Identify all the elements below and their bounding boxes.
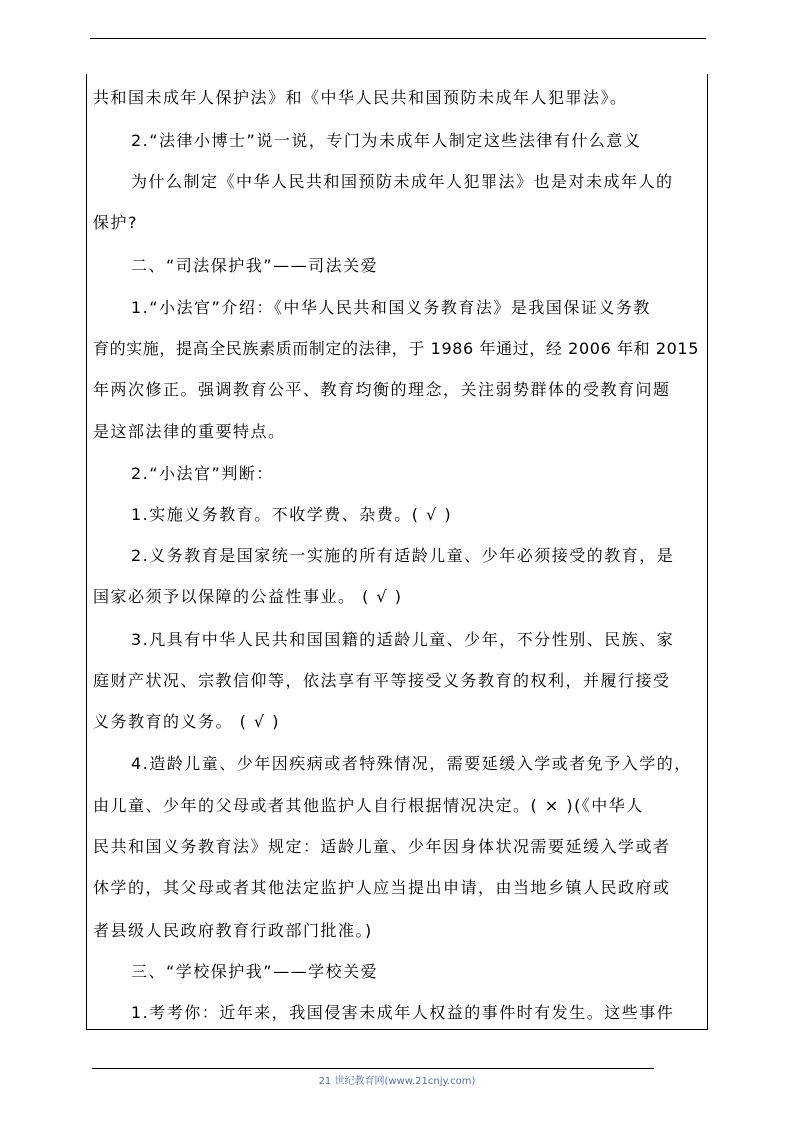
footer-source-text: 21 世纪教育网(www.21cnjy.com) (318, 1076, 476, 1087)
text-line: 由儿童、少年的父母或者其他监护人自行根据情况决定。( × )(《中华人 (93, 796, 644, 815)
text-line: 1.“小法官”介绍：《中华人民共和国义务教育法》是我国保证义务教 (131, 298, 651, 317)
text-line: 育的实施，提高全民族素质而制定的法律，于 1986 年通过，经 2006 年和 2015 (93, 339, 699, 358)
text-line: 共和国未成年人保护法》和《中华人民共和国预防未成年人犯罪法》。 (93, 88, 628, 107)
content-box (86, 74, 708, 1030)
text-line: 4.造龄儿童、少年因疾病或者特殊情况，需要延缓入学或者免予入学的， (131, 754, 692, 773)
text-line: 2.“法律小博士”说一说，专门为未成年人制定这些法律有什么意义 (131, 131, 642, 150)
footer-rule (92, 1068, 654, 1069)
text-line: 国家必须予以保障的公益性事业。 ( √ ) (93, 587, 403, 606)
text-line: 休学的，其父母或者其他法定监护人应当提出申请，由当地乡镇人民政府或 (93, 878, 671, 897)
text-line: 者县级人民政府教育行政部门批准。) (93, 921, 373, 940)
text-line: 1.考考你：近年来，我国侵害未成年人权益的事件时有发生。这些事件 (131, 1003, 675, 1022)
header-rule (90, 38, 706, 39)
text-line: 2.“小法官”判断： (131, 464, 274, 483)
text-line: 二、“司法保护我”——司法关爱 (131, 256, 379, 275)
text-line: 1.实施义务教育。不收学费、杂费。( √ ) (131, 505, 453, 524)
text-line: 保护? (93, 213, 138, 232)
text-line: 义务教育的义务。 ( √ ) (93, 712, 280, 731)
text-line: 年两次修正。强调教育公平、教育均衡的理念，关注弱势群体的受教育问题 (93, 380, 671, 399)
text-line: 2.义务教育是国家统一实施的所有适龄儿童、少年必须接受的教育，是 (131, 546, 675, 565)
text-line: 民共和国义务教育法》规定：适龄儿童、少年因身体状况需要延缓入学或者 (93, 837, 671, 856)
text-line: 3.凡具有中华人民共和国国籍的适龄儿童、少年，不分性别、民族、家 (131, 630, 675, 649)
text-line: 是这部法律的重要特点。 (93, 422, 286, 441)
text-line: 庭财产状况、宗教信仰等，依法享有平等接受义务教育的权利，并履行接受 (93, 671, 671, 690)
text-line: 为什么制定《中华人民共和国预防未成年人犯罪法》也是对未成年人的 (131, 172, 674, 191)
text-line: 三、“学校保护我”——学校关爱 (131, 962, 379, 981)
